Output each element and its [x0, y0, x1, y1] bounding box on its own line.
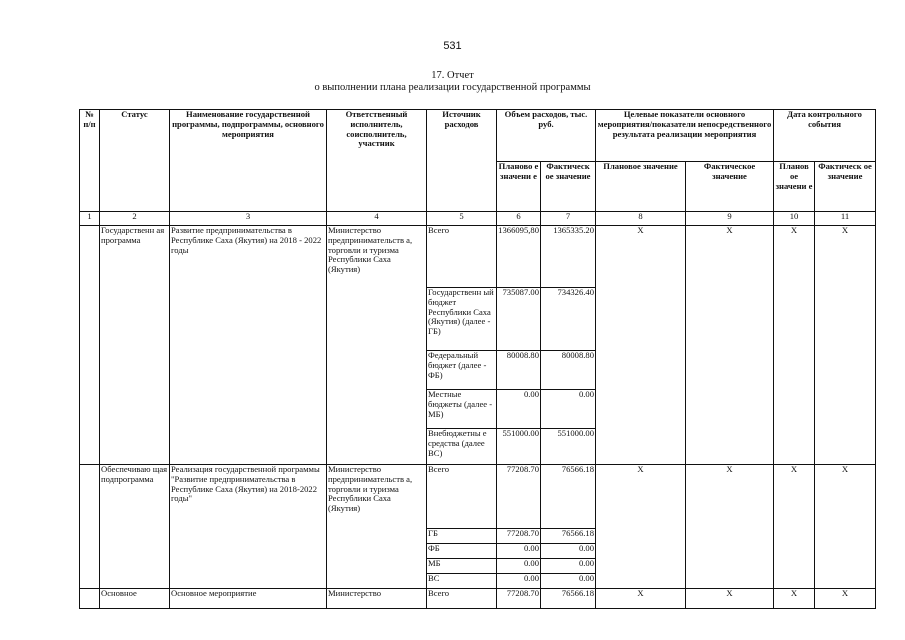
actual-value: 0.00 — [541, 559, 596, 574]
source-cell: ГБ — [427, 529, 497, 544]
col-number: 4 — [327, 212, 427, 226]
name-cell: Реализация государственной программы "Развитие предпринимательства в Республике Саха (Якутия) на 2018-2022 годы" — [170, 465, 327, 589]
date-actual-cell: X — [815, 589, 876, 609]
header-source: Источник расходов — [427, 110, 497, 212]
planned-value: 0.00 — [497, 544, 541, 559]
col-number: 2 — [100, 212, 170, 226]
report-table — [79, 109, 876, 609]
indicator-planned-cell: X — [596, 226, 686, 465]
source-cell: Государственн ый бюджет Республики Саха (Якутия) (далее - ГБ) — [427, 288, 497, 351]
col-number: 8 — [596, 212, 686, 226]
actual-value: 76566.18 — [541, 589, 596, 609]
row-number-cell — [80, 226, 100, 465]
planned-value: 77208.70 — [497, 589, 541, 609]
column-number-row — [80, 212, 876, 226]
status-cell: Основное — [100, 589, 170, 609]
source-cell: Федеральный бюджет (далее - ФБ) — [427, 351, 497, 390]
source-cell: ФБ — [427, 544, 497, 559]
actual-value: 551000.00 — [541, 429, 596, 465]
indicator-actual-cell: X — [686, 226, 774, 465]
header-name: Наименование государственной программы, подпрограммы, основного мероприятия — [170, 110, 327, 212]
planned-value: 551000.00 — [497, 429, 541, 465]
col-number: 11 — [815, 212, 876, 226]
col-number: 9 — [686, 212, 774, 226]
col-number: 3 — [170, 212, 327, 226]
col-number: 10 — [774, 212, 815, 226]
header-actual: Фактическ ое значение — [541, 162, 596, 212]
header-ind-planned: Плановое значение — [596, 162, 686, 212]
source-cell: МБ — [427, 559, 497, 574]
source-cell: ВС — [427, 574, 497, 589]
indicator-actual-cell: X — [686, 465, 774, 589]
responsible-cell: Министерство — [327, 589, 427, 609]
header-responsible: Ответственный исполнитель, соисполнитель, участник — [327, 110, 427, 212]
source-cell: Всего — [427, 589, 497, 609]
indicator-planned-cell: X — [596, 589, 686, 609]
status-cell: Обеспечиваю щая подпрограмма — [100, 465, 170, 589]
header-ind-actual: Фактическое значение — [686, 162, 774, 212]
table-row — [80, 465, 876, 529]
table-row — [80, 226, 876, 288]
actual-value: 734326.40 — [541, 288, 596, 351]
date-actual-cell: X — [815, 226, 876, 465]
row-number-cell — [80, 589, 100, 609]
responsible-cell: Министерство предпринимательств а, торговли и туризма Республики Саха (Якутия) — [327, 226, 427, 465]
actual-value: 0.00 — [541, 390, 596, 429]
table-row — [80, 589, 876, 609]
date-planned-cell: X — [774, 226, 815, 465]
actual-value: 76566.18 — [541, 465, 596, 529]
col-number: 7 — [541, 212, 596, 226]
header-control-date: Дата контрольного события — [774, 110, 876, 162]
responsible-cell: Министерство предпринимательств а, торговли и туризма Республики Саха (Якутия) — [327, 465, 427, 589]
date-planned-cell: X — [774, 589, 815, 609]
header-date-planned: Планов ое значени е — [774, 162, 815, 212]
col-number: 1 — [80, 212, 100, 226]
actual-value: 80008.80 — [541, 351, 596, 390]
planned-value: 1366095,80 — [497, 226, 541, 288]
planned-value: 77208.70 — [497, 465, 541, 529]
row-number-cell — [80, 465, 100, 589]
planned-value: 0.00 — [497, 559, 541, 574]
actual-value: 0.00 — [541, 544, 596, 559]
source-cell: Всего — [427, 465, 497, 529]
title-line-1: 17. Отчет — [431, 70, 474, 81]
source-cell: Внебюджетны е средства (далее ВС) — [427, 429, 497, 465]
date-actual-cell: X — [815, 465, 876, 589]
actual-value: 1365335.20 — [541, 226, 596, 288]
title-line-2: о выполнении плана реализации государственной программы — [314, 82, 591, 93]
planned-value: 77208.70 — [497, 529, 541, 544]
header-row-1 — [80, 110, 876, 162]
planned-value: 0.00 — [497, 574, 541, 589]
header-date-actual: Фактическ ое значение — [815, 162, 876, 212]
report-title — [0, 70, 905, 94]
source-cell: Всего — [427, 226, 497, 288]
name-cell: Основное мероприятие — [170, 589, 327, 609]
planned-value: 735087.00 — [497, 288, 541, 351]
indicator-planned-cell: X — [596, 465, 686, 589]
header-planned: Планово е значени е — [497, 162, 541, 212]
planned-value: 0.00 — [497, 390, 541, 429]
page-number: 531 — [443, 40, 462, 52]
header-expenses: Объем расходов, тыс. руб. — [497, 110, 596, 162]
source-cell: Местные бюджеты (далее - МБ) — [427, 390, 497, 429]
col-number: 6 — [497, 212, 541, 226]
indicator-actual-cell: X — [686, 589, 774, 609]
header-status: Статус — [100, 110, 170, 212]
actual-value: 76566.18 — [541, 529, 596, 544]
actual-value: 0.00 — [541, 574, 596, 589]
name-cell: Развитие предпринимательства в Республике Саха (Якутия) на 2018 - 2022 годы — [170, 226, 327, 465]
planned-value: 80008.80 — [497, 351, 541, 390]
header-indicators: Целевые показатели основного мероприятия/показатели непосредственного результата реализации мероприятия — [596, 110, 774, 162]
status-cell: Государственн ая программа — [100, 226, 170, 465]
col-number: 5 — [427, 212, 497, 226]
header-no: № п/п — [80, 110, 100, 212]
date-planned-cell: X — [774, 465, 815, 589]
